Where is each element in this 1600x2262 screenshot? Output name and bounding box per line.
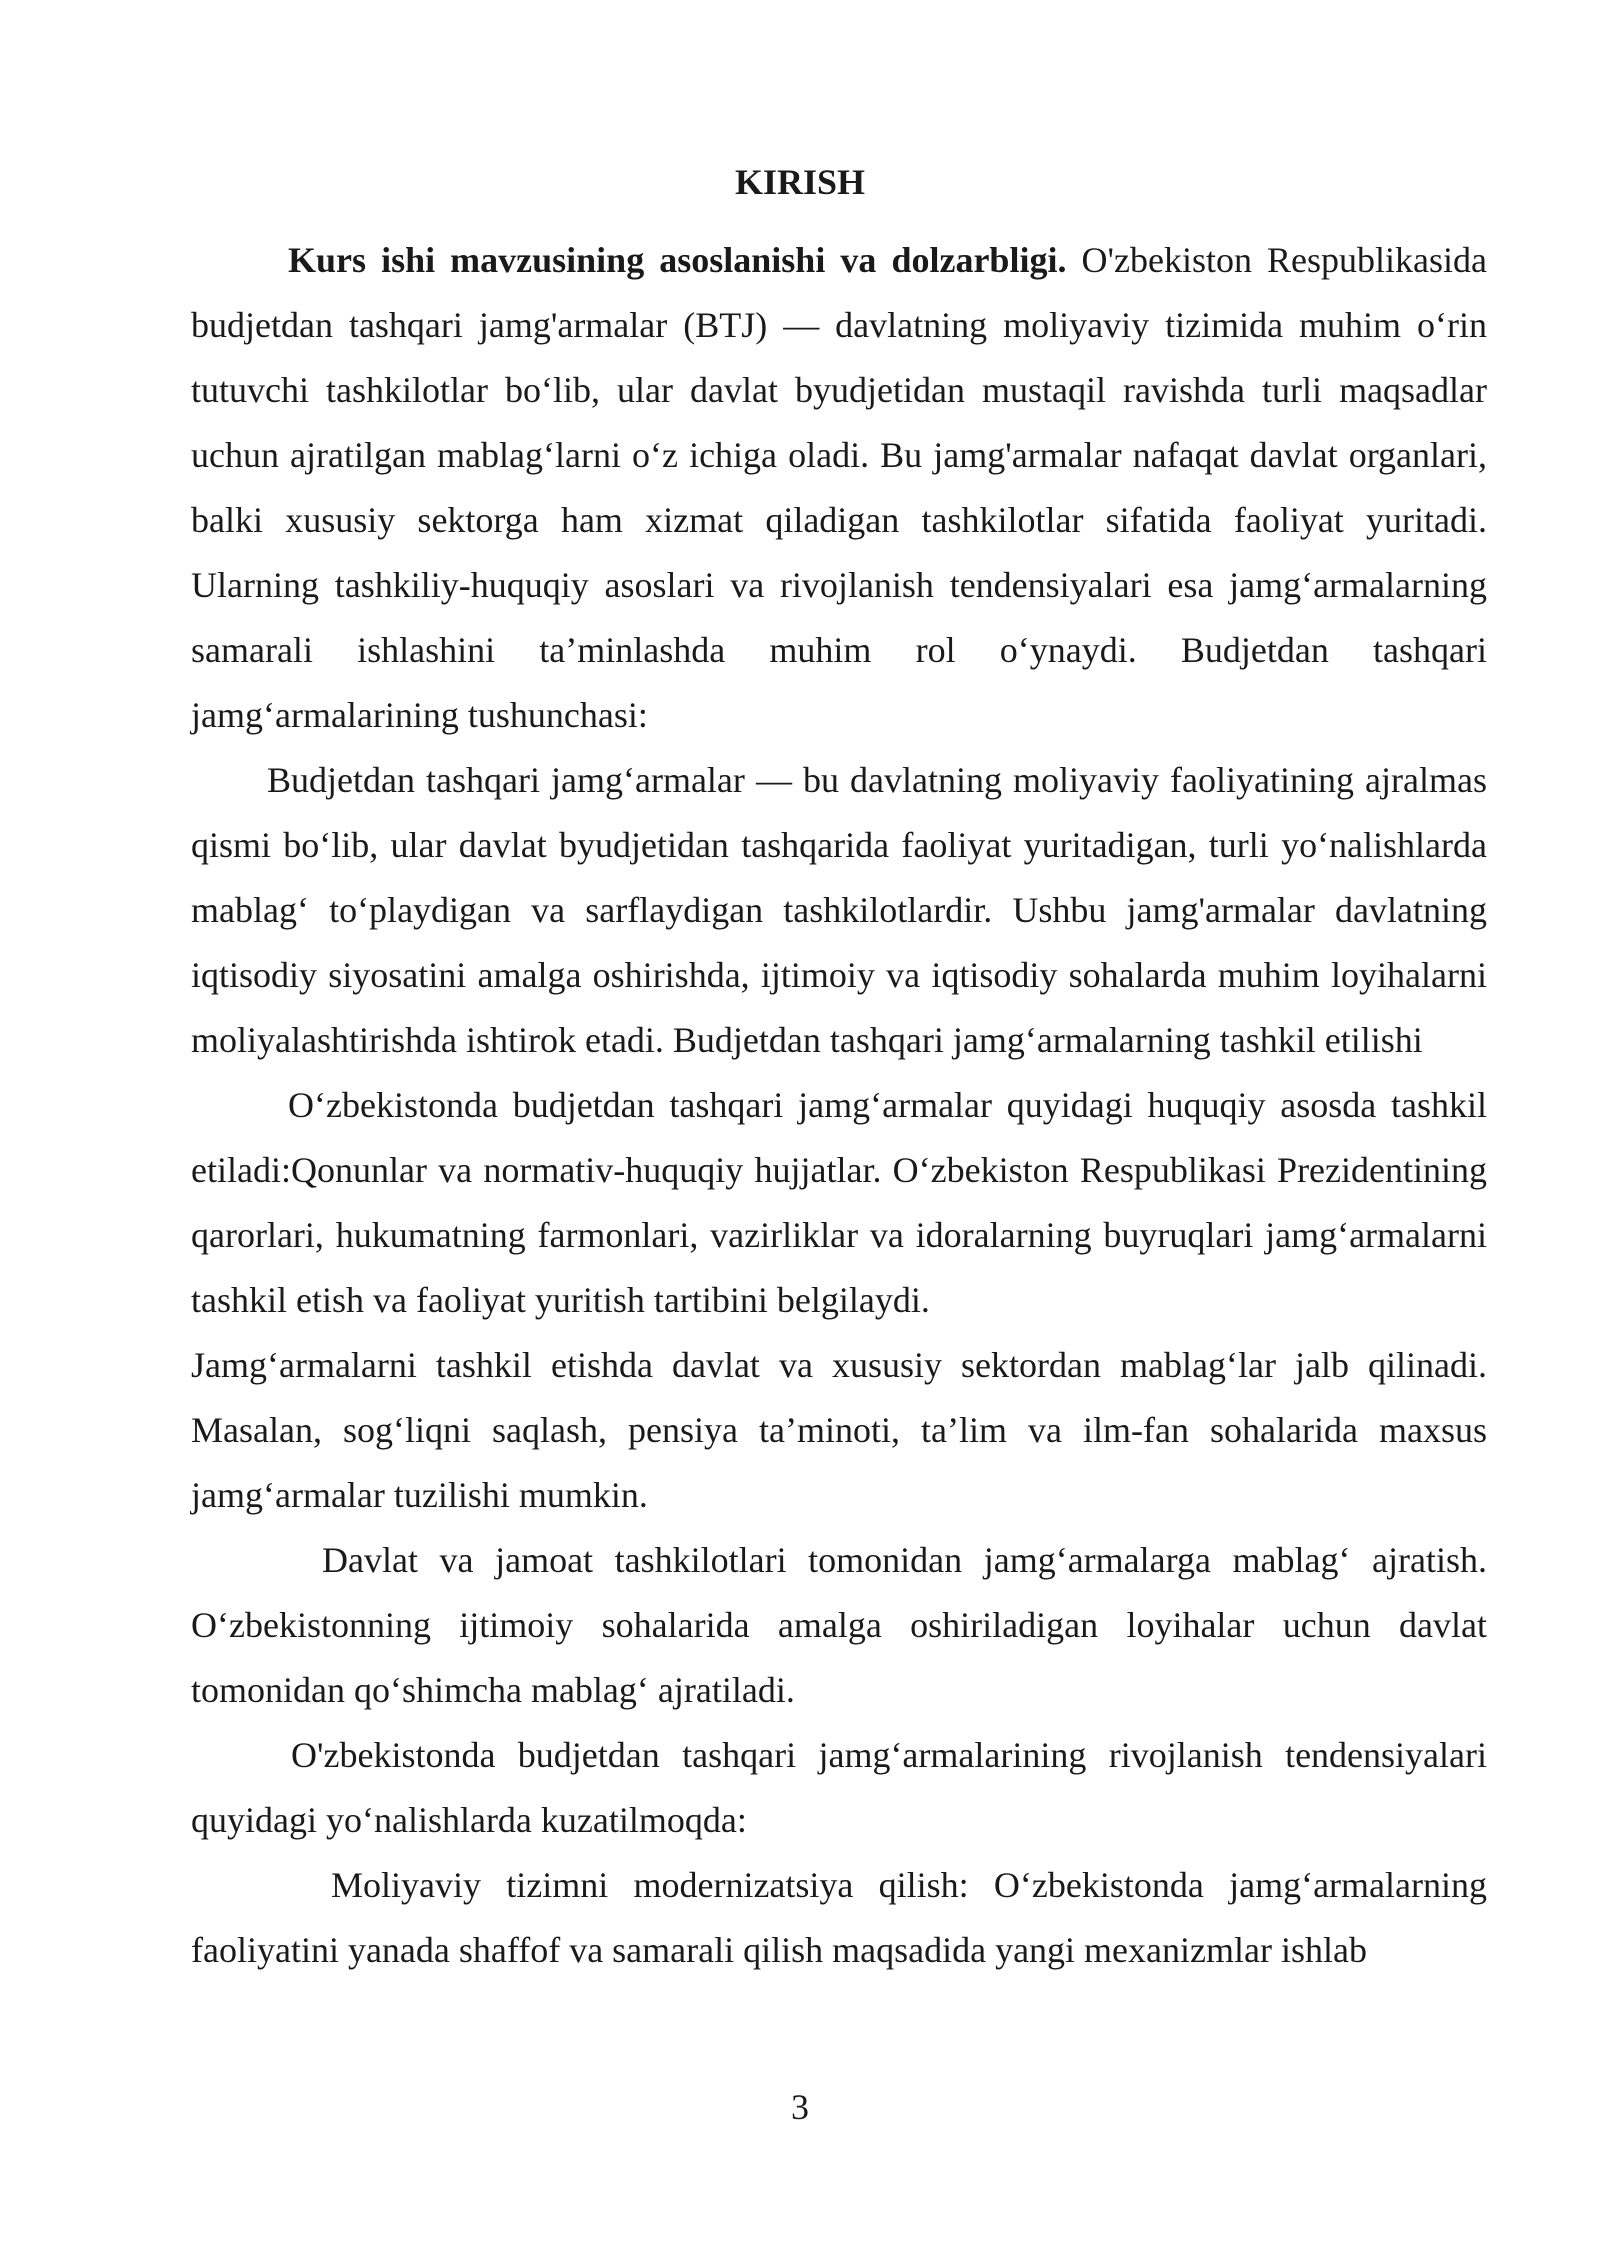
paragraph-text: Jamg‘armalarni tashkil etishda davlat va xususiy sektordan mablag‘lar jalb qilinadi. Masalan, sog‘liqni saqlash, pensiya ta’minoti, ta’lim va ilm-fan sohalarida maxsus jamg‘armalar tuzilishi mumkin.: [191, 1345, 1487, 1515]
paragraph-text: Davlat va jamoat tashkilotlari tomonidan jamg‘armalarga mablag‘ ajratish. O‘zbekistonning ijtimoiy sohalarida amalga oshiriladigan loyihalar uchun davlat tomonidan qo‘shimcha mablag‘ ajratiladi.: [191, 1540, 1487, 1710]
paragraph-allocation: [191, 1528, 1487, 1723]
document-body: [191, 228, 1487, 1983]
paragraph-legal-basis: [191, 1073, 1487, 1333]
paragraph-relevance: [191, 228, 1487, 748]
paragraph-funding-sources: [191, 1333, 1487, 1528]
paragraph-text: O‘zbekistonda budjetdan tashqari jamg‘armalar quyidagi huquqiy asosda tashkil etiladi:Qonunlar va normativ-huquqiy hujjatlar. O‘zbekiston Respublikasi Prezidentining qarorlari, hukumatning farmonlari, vazirliklar va idoralarning buyruqlari jamg‘armalarni tashkil etish va faoliyat yuritish tartibini belgilaydi.: [191, 1085, 1487, 1320]
paragraph-text: Moliyaviy tizimni modernizatsiya qilish: O‘zbekistonda jamg‘armalarning faoliyatini yanada shaffof va samarali qilish maqsadida yangi mexanizmlar ishlab: [191, 1865, 1487, 1970]
paragraph-heading: Kurs ishi mavzusining asoslanishi va dolzarbligi.: [288, 240, 1067, 280]
paragraph-text: O'zbekiston Respublikasida budjetdan tashqari jamg'armalar (BTJ) — davlatning moliyaviy tizimida muhim o‘rin tutuvchi tashkilotlar bo‘lib, ular davlat byudjetidan mustaqil ravishda turli maqsadlar uchun ajratilgan mablag‘larni o‘z ichiga oladi. Bu jamg'armalar nafaqat davlat organlari, balki xususiy sektorga ham xizmat qiladigan tashkilotlar sifatida faoliyat yuritadi. Ularning tashkiliy-huquqiy asoslari va rivojlanish tendensiyalari esa jamg‘armalarning samarali ishlashini ta’minlashda muhim rol o‘ynaydi. Budjetdan tashqari jamg‘armalarining tushunchasi:: [191, 240, 1487, 735]
page-title: KIRISH: [734, 162, 866, 202]
paragraph-trends: [191, 1723, 1487, 1853]
paragraph-text: Budjetdan tashqari jamg‘armalar — bu davlatning moliyaviy faoliyatining ajralmas qismi bo‘lib, ular davlat byudjetidan tashqarida faoliyat yuritadigan, turli yo‘nalishlarda mablag‘ to‘playdigan va sarflaydigan tashkilotlardir. Ushbu jamg'armalar davlatning iqtisodiy siyosatini amalga oshirishda, ijtimoiy va iqtisodiy sohalarda muhim loyihalarni moliyalashtirishda ishtirok etadi. Budjetdan tashqari jamg‘armalarning tashkil etilishi: [191, 760, 1487, 1060]
page-number: 3: [791, 2087, 809, 2127]
paragraph-modernization: [191, 1853, 1487, 1983]
paragraph-definition: [191, 748, 1487, 1073]
paragraph-text: O'zbekistonda budjetdan tashqari jamg‘armalarining rivojlanish tendensiyalari quyidagi yo‘nalishlarda kuzatilmoqda:: [191, 1735, 1487, 1840]
